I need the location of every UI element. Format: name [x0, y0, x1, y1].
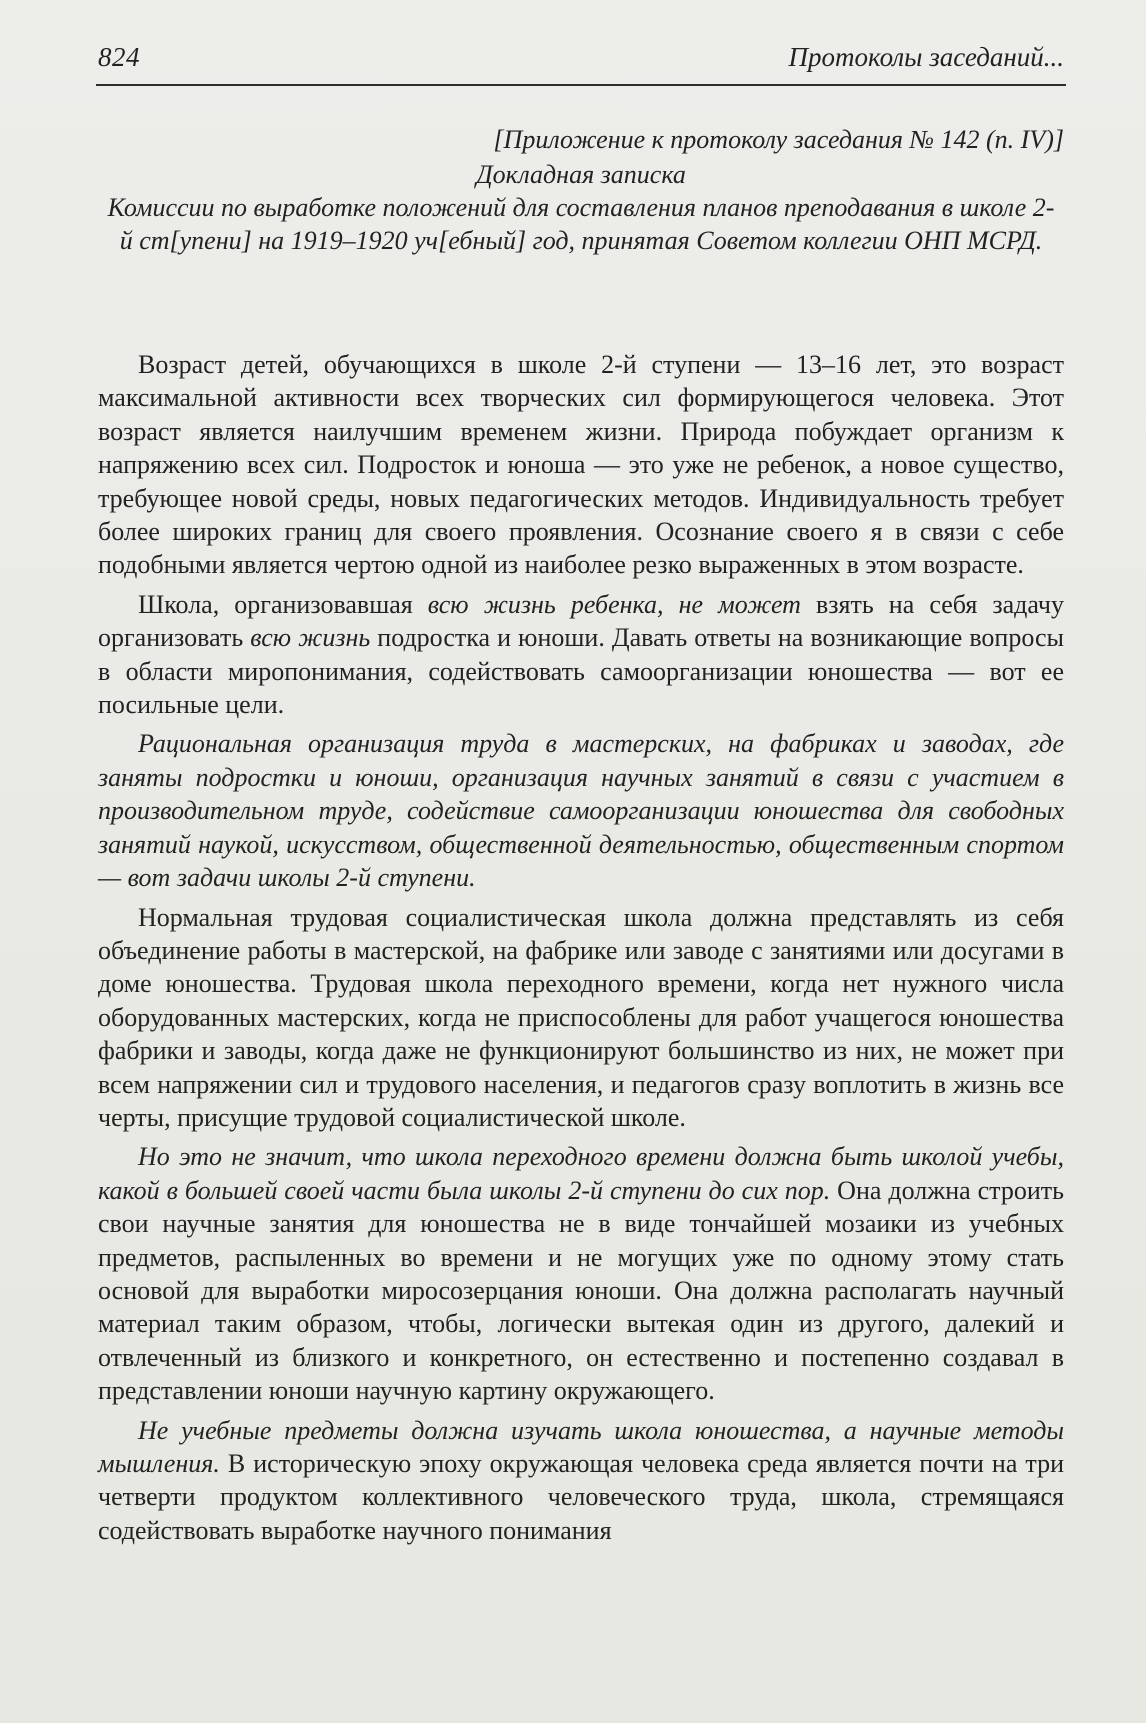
document-heading [98, 123, 1064, 257]
text-segment: Возраст детей, обучающихся в школе 2-й ступени — 13–16 лет, это возраст максимальной активности всех творческих сил формирующегося человека. Этот возраст является наилучшим временем жизни. Природа побуждает организм к напряжению всех сил. Подросток и юноша — это уже не ребенок, а новое существо, требующее новой среды, новых педагогических методов. Индивидуальность требует более широких границ для своего проявления. Осознание своего я в связи с себе подобными является чертою одной из наиболее резко выраженных в этом возрасте. [98, 350, 1064, 580]
text-segment: Школа, организовавшая [138, 589, 428, 619]
document-title: Докладная записка [476, 160, 686, 189]
text-segment: Она должна строить свои научные занятия для юношества не в виде тончайшей мозаики из учебных предметов, распыленных во времени и не могущих уже по одному этому стать основой для выработки миросозерцания юноши. Она должна располагать научный материал таким образом, чтобы, логически вытекая один из другого, далекий и отвлеченный из близкого и конкретного, он естественно и постепенно создавал в представлении юноши научную картину окружающего. [98, 1175, 1064, 1406]
italic-segment: всю жизнь ребенка, не может [427, 589, 801, 619]
text-segment: В историческую эпоху окружающая человека среда является почти на три четверти продуктом коллективного человеческого труда, школа, стремящаяся содействовать выработке научного понимания [98, 1449, 1064, 1545]
paragraph [98, 1414, 1064, 1548]
page-number: 824 [98, 42, 140, 72]
italic-segment: всю жизнь [250, 623, 371, 653]
appendix-note: [Приложение к протоколу заседания № 142 (п. IV)] [493, 125, 1064, 154]
paragraph [98, 348, 1064, 582]
text-segment: взять на себя задачу организовать [98, 589, 1064, 653]
italic-segment: Но это не значит, что школа переходного времени должна быть школой учебы, какой в большей своей части была школы 2-й ступени до сих пор. [98, 1142, 1064, 1205]
page-header [98, 42, 1064, 82]
document-subtitle: Комиссии по выработке положений для составления планов преподавания в школе 2-й ст[упени] на 1919–1920 уч[ебный] год, принятая Советом коллегии ОНП МСРД. [107, 193, 1055, 255]
body-text [98, 348, 1064, 1553]
header-rule [96, 84, 1066, 86]
text-segment: Нормальная трудовая социалистическая школа должна представлять из себя объединение работы в мастерской, на фабрике или заводе с занятиями или досугами в доме юношества. Трудовая школа переходного времени, когда нет нужного числа оборудованных мастерских, когда не приспособлены для работ учащегося юношества фабрики и заводы, когда даже не функционируют большинство из них, не может при всем напряжении сил и трудового населения, и педагогов сразу воплотить в жизнь все черты, присущие трудовой социалистической школе. [98, 902, 1064, 1132]
text-segment: подростка и юноши. Давать ответы на возникающие вопросы в области миропонимания, содействовать самоорганизации юношества — вот ее посильные цели. [98, 623, 1065, 720]
italic-segment: Рациональная организация труда в мастерских, на фабриках и заводах, где заняты подростки и юноши, организация научных занятий в связи с участием в производительном труде, содействие самоорганизации юношества для свободных занятий наукой, искусством, общественной деятельностью, общественным спортом — вот задачи школы 2-й ступени. [98, 729, 1064, 893]
italic-segment: Не учебные предметы должна изучать школа юношества, а научные методы мышления. [98, 1415, 1064, 1478]
paragraph [98, 901, 1064, 1135]
running-head: Протоколы заседаний... [788, 42, 1064, 72]
paragraph [98, 1140, 1064, 1407]
paragraph [98, 588, 1064, 722]
paragraph [98, 727, 1064, 894]
